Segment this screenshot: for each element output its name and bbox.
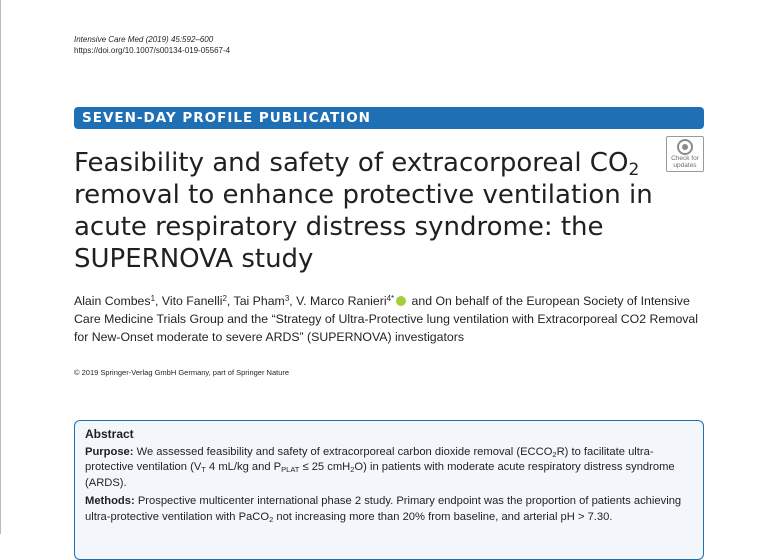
subscript: T [201, 465, 206, 474]
section-banner: SEVEN-DAY PROFILE PUBLICATION [74, 107, 704, 129]
affiliation-marker: 1 [150, 294, 156, 303]
author-name[interactable]: Alain Combes [74, 294, 151, 308]
abstract-methods [85, 494, 693, 525]
subscript: 2 [269, 514, 274, 524]
author-name[interactable]: Vito Fanelli [161, 294, 223, 308]
methods-label: Methods: [85, 495, 135, 507]
subscript: 2 [350, 465, 355, 474]
author-group: and On behalf of the European Society of Intensive Care Medicine Trials Group and the “Strategy of Ultra-Protective lung ventilation with Extracorporeal CO2 Removal for New-Onset moderate to severe ARDS” (SUPERNOVA) investigators [74, 294, 699, 344]
purpose-text: 4 mL/kg and P [205, 461, 282, 473]
purpose-text: We assessed feasibility and safety of extracorporeal carbon dioxide removal (ECCO [136, 445, 553, 458]
doi-link[interactable]: https://doi.org/10.1007/s00134-019-05567-4 [74, 46, 231, 55]
affiliation-marker: 2 [222, 294, 227, 303]
subscript: 2 [552, 449, 557, 459]
title-rest: removal to enhance protective ventilation in acute respiratory distress syndrome: the SUPERNOVA study [74, 180, 653, 274]
copyright-notice: © 2019 Springer-Verlag GmbH Germany, part of Springer Nature [74, 368, 290, 377]
methods-text: Prospective multicenter international phase 2 study. Primary endpoint was the proportion of patients achieving ultra-protective ventilation with PaCO [85, 495, 682, 523]
check-for-updates-icon [677, 139, 693, 155]
orcid-icon[interactable] [396, 296, 406, 306]
abstract-box [74, 420, 704, 560]
check-badge-line2: updates [673, 162, 697, 169]
article-header [74, 34, 230, 56]
article-title [74, 147, 664, 275]
abstract-purpose [85, 445, 693, 492]
purpose-text: R) to facilitate ultra-protective ventilation (V [85, 445, 654, 473]
affiliation-marker: 3 [284, 294, 290, 303]
purpose-text: ≤ 25 cmH [299, 461, 351, 473]
title-subscript: 2 [628, 160, 640, 180]
page-edge [0, 0, 1, 534]
journal-citation: Intensive Care Med (2019) 45:592–600 [74, 35, 214, 44]
purpose-text: O) in patients with moderate acute respiratory distress syndrome (ARDS). [85, 461, 675, 489]
check-badge-line1: Check for [671, 155, 699, 162]
author-name[interactable]: Tai Pham [233, 294, 285, 308]
subscript: PLAT [281, 465, 300, 474]
author-list: Alain Combes$^1$, Vito Fanelli$^2$, Tai Pham$^3$, V. Marco Ranieri$^{4*}$ and On behalf of the European Society of Intensive Care Medicine Trials Group and the “Strategy of Ultra-Protective lung ventilation with Extracorporeal CO2 Removal for New-Onset moderate to severe ARDS” (SUPERNOVA) investigators [74, 294, 699, 344]
check-for-updates-badge[interactable] [666, 136, 704, 172]
methods-text: not increasing more than 20% from baseline, and arterial pH > 7.30. [273, 510, 613, 523]
title-line1: Feasibility and safety of extracorporeal CO [74, 148, 629, 178]
affiliation-marker: 4* [386, 294, 395, 303]
abstract-heading: Abstract [85, 427, 134, 441]
author-name[interactable]: V. Marco Ranieri [296, 294, 387, 308]
purpose-label: Purpose: [85, 445, 134, 458]
